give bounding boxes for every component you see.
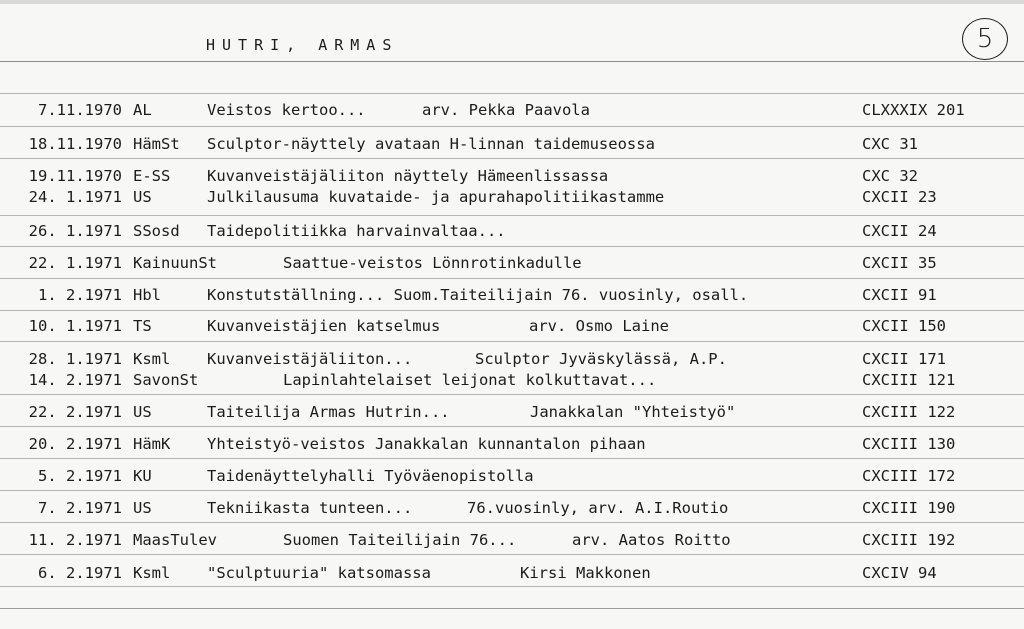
- entry-title: Taiteilija Armas Hutrin...: [207, 403, 450, 421]
- entry-date: 20. 2.1971: [28, 435, 122, 453]
- entry-title: Konstutställning... Suom.Taiteilijain 76. vuosinly, osall.: [207, 286, 749, 304]
- entry-title: Kuvanveistäjäliiton...: [207, 350, 413, 368]
- row-divider: [0, 458, 1024, 459]
- entry-source: Ksml: [133, 564, 171, 582]
- entry-reference: CXCII 150: [862, 317, 946, 335]
- entry-title: "Sculptuuria" katsomassa: [207, 564, 431, 582]
- entry-source: HämSt: [133, 135, 180, 153]
- entry-source: KU: [133, 467, 152, 485]
- entry-date: 28. 1.1971: [28, 350, 122, 368]
- entry-source: Ksml: [133, 350, 171, 368]
- card-number-badge: 5: [962, 18, 1008, 60]
- entry-note: Janakkalan "Yhteistyö": [530, 403, 736, 421]
- entry-date: 10. 1.1971: [28, 317, 122, 335]
- entry-date: 24. 1.1971: [28, 188, 122, 206]
- entry-note: arv. Osmo Laine: [529, 317, 669, 335]
- entry-reference: CXCIII 192: [862, 531, 956, 549]
- entry-source: US: [133, 499, 152, 517]
- entry-date: 19.11.1970: [28, 167, 122, 185]
- entry-date: 1. 2.1971: [38, 286, 122, 304]
- entry-title: Veistos kertoo...: [207, 101, 366, 119]
- entry-reference: CXCII 91: [862, 286, 937, 304]
- entry-source: US: [133, 188, 152, 206]
- entry-reference: CLXXXIX 201: [862, 101, 965, 119]
- entry-source: MaasTulev: [133, 531, 217, 549]
- entry-date: 6. 2.1971: [38, 564, 122, 582]
- entry-source: AL: [133, 101, 152, 119]
- entry-reference: CXCII 35: [862, 254, 937, 272]
- row-divider: [0, 310, 1024, 311]
- entry-date: 11. 2.1971: [28, 531, 122, 549]
- entry-reference: CXCII 24: [862, 222, 937, 240]
- entry-title: Saattue-veistos Lönnrotinkadulle: [283, 254, 582, 272]
- entry-date: 14. 2.1971: [28, 371, 122, 389]
- entry-reference: CXCII 171: [862, 350, 946, 368]
- row-divider: [0, 215, 1024, 216]
- entry-note: arv. Aatos Roitto: [572, 531, 731, 549]
- entry-title: Yhteistyö-veistos Janakkalan kunnantalon pihaan: [207, 435, 646, 453]
- entry-reference: CXC 32: [862, 167, 918, 185]
- entry-note: arv. Pekka Paavola: [422, 101, 590, 119]
- row-divider: [0, 246, 1024, 247]
- entry-date: 7. 2.1971: [38, 499, 122, 517]
- entry-title: Kuvanveistäjien katselmus: [207, 317, 441, 335]
- entry-date: 22. 2.1971: [28, 403, 122, 421]
- row-divider: [0, 341, 1024, 342]
- entry-reference: CXCII 23: [862, 188, 937, 206]
- row-divider: [0, 426, 1024, 427]
- entry-reference: CXC 31: [862, 135, 918, 153]
- row-divider: [0, 93, 1024, 94]
- entry-title: Taidenäyttelyhalli Työväenopistolla: [207, 467, 534, 485]
- card-heading: HUTRI, ARMAS: [206, 36, 399, 54]
- row-divider: [0, 490, 1024, 491]
- entry-date: 7.11.1970: [38, 101, 122, 119]
- entry-title: Tekniikasta tunteen...: [207, 499, 413, 517]
- row-divider: [0, 394, 1024, 395]
- entry-source: E-SS: [133, 167, 171, 185]
- entry-note: Sculptor Jyväskylässä, A.P.: [475, 350, 727, 368]
- entry-title: Lapinlahtelaiset leijonat kolkuttavat...: [283, 371, 657, 389]
- entry-date: 18.11.1970: [28, 135, 122, 153]
- entry-title: Julkilausuma kuvataide- ja apurahapolitiikastamme: [207, 188, 665, 206]
- card-top-edge: [0, 0, 1024, 4]
- entry-source: SavonSt: [133, 371, 199, 389]
- entry-title: Sculptor-näyttely avataan H-linnan taidemuseossa: [207, 135, 655, 153]
- entry-date: 26. 1.1971: [28, 222, 122, 240]
- entry-reference: CXCIII 172: [862, 467, 956, 485]
- entry-reference: CXCIV 94: [862, 564, 937, 582]
- entry-title: Kuvanveistäjäliiton näyttely Hämeenlissassa: [207, 167, 609, 185]
- row-divider: [0, 608, 1024, 609]
- entry-title: Suomen Taiteilijain 76...: [283, 531, 517, 549]
- entry-reference: CXCIII 122: [862, 403, 956, 421]
- row-divider: [0, 522, 1024, 523]
- entry-source: SSosd: [133, 222, 180, 240]
- row-divider: [0, 554, 1024, 555]
- entry-note: Kirsi Makkonen: [520, 564, 651, 582]
- entry-reference: CXCIII 121: [862, 371, 956, 389]
- entry-source: Hbl: [133, 286, 161, 304]
- header-divider: [0, 61, 1024, 62]
- row-divider: [0, 158, 1024, 159]
- entry-source: TS: [133, 317, 152, 335]
- entry-title: Taidepolitiikka harvainvaltaa...: [207, 222, 506, 240]
- entry-reference: CXCIII 130: [862, 435, 956, 453]
- entry-source: KainuunSt: [133, 254, 217, 272]
- row-divider: [0, 586, 1024, 587]
- entry-source: US: [133, 403, 152, 421]
- row-divider: [0, 278, 1024, 279]
- row-divider: [0, 126, 1024, 127]
- entry-reference: CXCIII 190: [862, 499, 956, 517]
- entry-date: 5. 2.1971: [38, 467, 122, 485]
- entry-note: 76.vuosinly, arv. A.I.Routio: [467, 499, 729, 517]
- entry-source: HämK: [133, 435, 171, 453]
- entry-date: 22. 1.1971: [28, 254, 122, 272]
